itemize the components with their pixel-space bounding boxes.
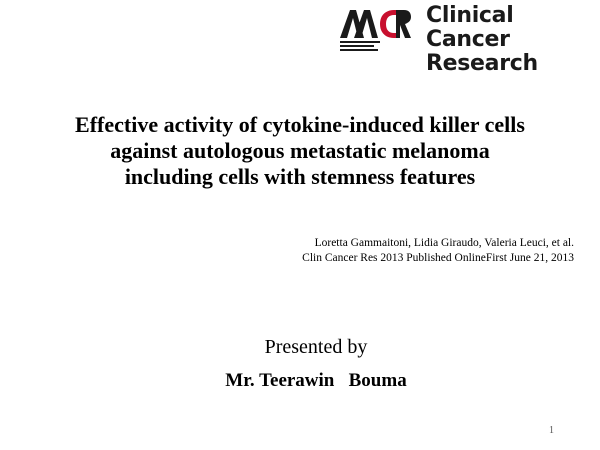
slide-title-line2: against autologous metastatic melanoma — [110, 138, 490, 163]
slide-title-line1: Effective activity of cytokine-induced killer cells — [75, 112, 525, 137]
aacr-logo-icon — [336, 4, 412, 54]
presenter-name: Mr. Teerawin Bouma — [225, 370, 407, 391]
journal-banner — [336, 0, 600, 76]
citation-reference: Clin Cancer Res 2013 Published OnlineFirst June 21, 2013 — [302, 252, 574, 264]
page-number: 1 — [549, 425, 554, 436]
journal-name-line1: Clinical Cancer — [426, 3, 514, 52]
slide-title-line3: including cells with stemness features — [124, 164, 476, 189]
presented-by-label: Presented by — [264, 336, 368, 358]
journal-name-line2: Research — [426, 51, 538, 76]
citation — [302, 236, 574, 266]
citation-authors: Loretta Gammaitoni, Lidia Giraudo, Valeria Leuci, et al. — [314, 237, 574, 249]
slide-title — [20, 112, 580, 190]
journal-name — [426, 4, 600, 76]
